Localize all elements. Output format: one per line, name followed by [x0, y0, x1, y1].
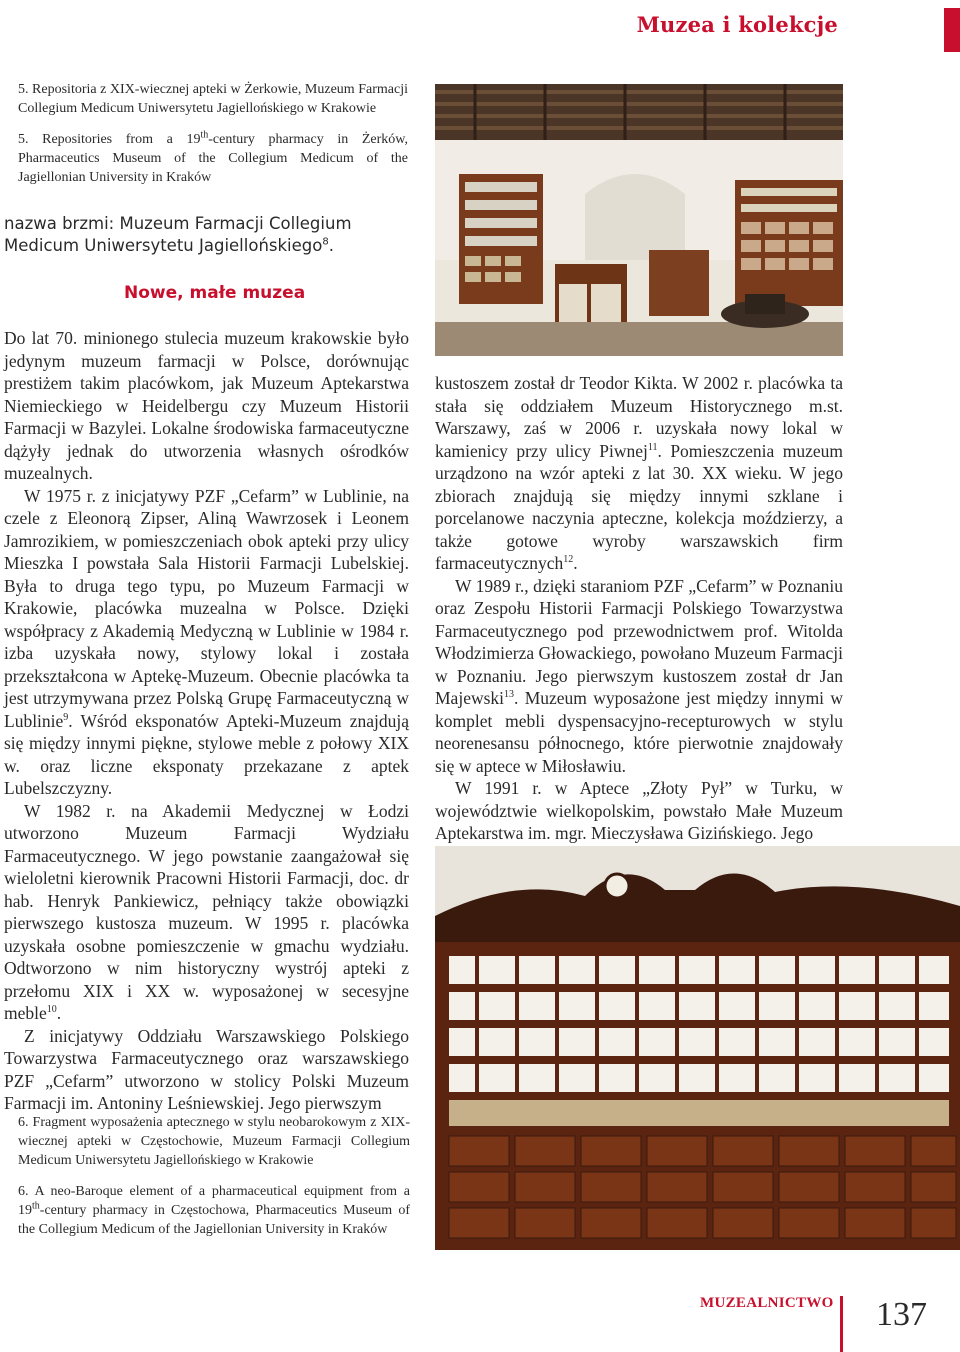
left-column-text — [4, 327, 409, 1115]
figure-6-caption-pl: 6. Fragment wyposażenia aptecznego w stylu neobarokowym z XIX-wiecznej apteki w Częstochowie, Muzeum Farmacji Collegium Medicum Uniwersytetu Jagiellońskiego w Krakowie — [18, 1115, 410, 1168]
paragraph: Z inicjatywy Oddziału Warszawskiego Polskiego Towarzystwa Farmaceutycznego oraz warszawskiego PZF „Cefarm” utworzono w stolicy Polski Muzeum Farmacji im. Antoniny Leśniewskiej. Jego pierwszym — [4, 1025, 409, 1113]
figure-5-caption-en: 5. Repositories from a 19th-century pharmacy in Żerków, Pharmaceutics Museum of the Collegium Medicum of the Jagiellonian University in Kraków — [18, 129, 409, 185]
right-column-text — [435, 372, 843, 845]
paragraph: W 1982 r. na Akademii Medycznej w Łodzi utworzono Muzeum Farmacji Wydziału Farmaceutycznego. W jego powstanie zaangażował się wieloletni kierownik Pracowni Historii Farmacji, doc. dr hab. Henryk Pankiewicz, pełniący także obowiązki pierwszego kustosza muzeum. W 1995 r. placówka uzyskała osobne pomieszczenie w gmachu wydziału. Odtworzono w nim historyczny wystrój apteki z przełomu XIX i XX w. wyposażonej w secesyjne meble$^{10}$. — [4, 800, 409, 1023]
figure-6-caption — [18, 1113, 410, 1239]
section-subheading: Nowe, małe muzea — [124, 283, 306, 303]
figure-6-photo — [435, 846, 960, 1250]
paragraph: W 1991 r. w Aptece „Złoty Pył” w Turku, w województwie wielkopolskim, powstało Małe Muzeum Aptekarstwa im. mgr. Mieczysława Gizińskiego. Jego — [435, 778, 843, 843]
figure-6-caption-en: 6. A neo-Baroque element of a pharmaceutical equipment from a 19th-century pharmacy in Częstochowa, Pharmaceutics Museum of the Collegium Medicum of the Jagiellonian University in Kraków — [18, 1184, 410, 1237]
section-color-tab — [944, 8, 960, 52]
section-header — [0, 0, 960, 60]
figure-5-caption-pl: 5. Repositoria z XIX-wiecznej apteki w Żerkowie, Muzeum Farmacji Collegium Medicum Uniwersytetu Jagiellońskiego w Krakowie — [18, 82, 408, 116]
footer-divider — [840, 1296, 843, 1352]
figure-5-photo — [435, 84, 843, 356]
page-number: 137 — [876, 1296, 927, 1333]
paragraph: W 1989 r., dzięki staraniom PZF „Cefarm” w Poznaniu oraz Zespołu Historii Farmacji Polskiego Towarzystwa Farmaceutycznego pod przewodnictwem prof. Witolda Włodzimierza Głowackiego, powołano Muzeum Farmacji w Poznaniu. Jego pierwszym kustoszem został dr Jan Majewski$^{13}$. Muzeum wyposażone jest między innymi w komplet mebli dyspensacyjno-recepturowych w stylu neorenesansu północnego, które pierwotnie znajdowały się w aptece w Miłosławiu. — [435, 575, 843, 776]
paragraph: Do lat 70. minionego stulecia muzeum krakowskie było jedynym muzeum farmacji w Polsce, dorównując prestiżem takim placówkom, jak Muzeum Aptekarstwa Niemieckiego w Heidelbergu czy Muzeum Historii Farmacji w Bazylei. Lokalne środowiska farmaceutyczne dążyły jednak do utworzenia własnych ośrodków muzealnych. — [4, 328, 409, 483]
figure-5-caption — [18, 80, 408, 187]
paragraph: W 1975 r. z inicjatywy PZF „Cefarm” w Lublinie, na czele z Eleonorą Zipser, Aliną Wawrzosek i Leonem Jamrozikiem, w pomieszczeniach obok apteki przy ulicy Mieszka I powstała Sala Historii Farmacji Lubelskiej. Była to druga tego typu, po Muzeum Farmacji w Krakowie, placówka muzealna w Polsce. Dzięki współpracy z Akademią Medyczną w Lublinie w 1984 r. izba uzyskała nowy, stylowy lokal i została przekształcona w Aptekę-Muzeum. Obecnie placówka ta jest utrzymywana przez Polską Grupę Farmaceutyczną w Lublinie$^9$. Wśród eksponatów Apteki-Muzeum znajdują się między innymi piękne, stylowe meble z połowy XIX w. oraz liczne eksponaty przekazane z aptek Lubelszczyzny. — [4, 485, 409, 798]
lead-paragraph: nazwa brzmi: Muzeum Farmacji Collegium Medicum Uniwersytetu Jagiellońskiego$^8$. — [4, 214, 352, 255]
footer-journal-name: MUZEALNICTWO — [700, 1295, 834, 1311]
section-title: Muzea i kolekcje — [636, 12, 838, 37]
paragraph: kustoszem został dr Teodor Kikta. W 2002 r. placówka ta stała się oddziałem Muzeum Historycznego m.st. Warszawy, zaś w 2006 r. uzyskała nowy lokal w kamienicy przy ulicy Piwnej$^{11}$. Pomieszczenia muzeum urządzono na wzór apteki z lat 30. XX wieku. W jego zbiorach znajdują się między innymi szklane i porcelanowe naczynia apteczne, kolekcja moździerzy, a także gotowe wyroby warszawskich firm farmaceutycznych$^{12}$. — [435, 373, 843, 573]
